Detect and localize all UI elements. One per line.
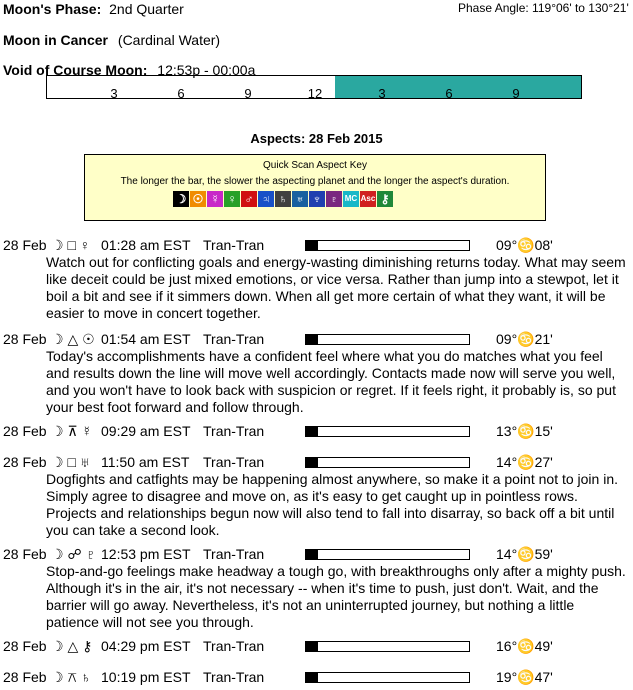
aspect-type: Tran-Tran [203, 237, 265, 253]
key-glyph-icon: ☽ [173, 191, 189, 207]
timebar-tick: 9 [244, 86, 252, 101]
aspect-position: 09°♋08' [496, 237, 553, 253]
moon-sign-row [3, 32, 220, 48]
moon-sign-value: (Cardinal Water) [117, 32, 221, 48]
aspect-description: Dogfights and catfights may be happening almost anywhere, so make it a point not to join in. Simply agree to disagree and move on, as it's easy to get caught up in pointless rows. Projects and relationships begun now will also tend to fall into disarray, so back off a bit until you can take a second look. [46, 471, 619, 538]
aspect-date: 28 Feb [3, 546, 47, 562]
aspect-duration-fill [306, 335, 318, 344]
void-of-course-segment [335, 76, 581, 98]
moon-phase-value: 2nd Quarter [109, 1, 184, 17]
key-glyph-icon: ☿ [207, 191, 223, 207]
aspect-position: 09°♋21' [496, 331, 553, 347]
aspect-time: 11:50 am EST [101, 454, 190, 470]
key-glyph-icon: ♂ [241, 191, 257, 207]
key-glyph-icon: MC [343, 191, 359, 207]
aspect-duration-fill [306, 458, 318, 467]
aspect-type: Tran-Tran [203, 638, 265, 654]
aspect-description: Stop-and-go feelings make headway a tough go, with breakthroughs only after a mighty push. Although it's in the air, it's not necessary -- when it's time to push, just don't. Wait, and the barrier will go away. Nevertheless, it's not an uninterrupted journey, but nothing a little patience will not see you through. [46, 563, 626, 630]
timebar-tick: 12 [307, 86, 323, 101]
aspect-type: Tran-Tran [203, 423, 265, 439]
timebar-tick: 6 [445, 86, 453, 101]
aspect-description: Watch out for conflicting goals and energy-wasting diminishing returns today. What may seem like deceit could be just mixed emotions, or vice versa. Rather than jump into a stewpot, let it boil a bit and see if it simmers down. When all get more certain of what they want, it will be easier to move in concert together. [46, 254, 626, 321]
aspect-glyphs: ☽ △ ☉ [51, 331, 95, 347]
aspect-duration-bar [305, 672, 470, 683]
aspect-duration-bar [305, 426, 470, 437]
timebar-tick: 3 [378, 86, 386, 101]
aspect-key-title: Quick Scan Aspect Key [263, 160, 367, 171]
aspect-duration-fill [306, 550, 318, 559]
aspect-glyphs: ☽ △ ⚷ [51, 638, 93, 654]
aspect-time: 09:29 am EST [101, 423, 191, 439]
key-glyph-icon: ☉ [190, 191, 206, 207]
aspect-type: Tran-Tran [203, 669, 265, 685]
phase-angle: Phase Angle: 119°06' to 130°21' [458, 1, 629, 15]
aspect-position: 13°♋15' [496, 423, 553, 439]
aspect-date: 28 Feb [3, 331, 47, 347]
aspect-duration-fill [306, 427, 318, 436]
key-glyph-icon: ♆ [309, 191, 325, 207]
void-of-course-timebar [46, 75, 582, 99]
aspect-type: Tran-Tran [203, 454, 265, 470]
aspect-glyphs: ☽ ☍ ♇ [51, 546, 97, 562]
key-glyph-icon: ♀ [224, 191, 240, 207]
aspect-duration-bar [305, 334, 470, 345]
key-glyph-icon: ♃ [258, 191, 274, 207]
void-of-course-value: 12:53p - 00:00a [157, 62, 256, 78]
aspect-time: 12:53 pm EST [101, 546, 191, 562]
aspect-glyphs: ☽ □ ♀ [51, 237, 91, 253]
aspect-glyphs: ☽ ⊼ ☿ [51, 423, 93, 439]
aspect-time: 01:54 am EST [101, 331, 191, 347]
key-glyph-icon: ♇ [326, 191, 342, 207]
timebar-tick: 6 [177, 86, 185, 101]
aspect-description: Today's accomplishments have a confident feel where what you do matches what you feel and results down the line will move well accordingly. Contacts made now will serve you well, and you won't have to look back with suspicion or regret. If it feels right, it probably is, so put your best foot forward and follow through. [46, 348, 616, 415]
key-glyph-icon: ♄ [275, 191, 291, 207]
aspect-position: 14°♋59' [496, 546, 553, 562]
aspect-duration-fill [306, 241, 318, 250]
aspect-date: 28 Feb [3, 669, 47, 685]
aspect-duration-fill [306, 673, 318, 682]
moon-phase-label: Moon's Phase: [3, 1, 102, 17]
aspect-position: 19°♋47' [496, 669, 553, 685]
aspect-duration-bar [305, 641, 470, 652]
aspect-date: 28 Feb [3, 454, 47, 470]
aspect-duration-fill [306, 642, 318, 651]
key-glyph-icon: ♅ [292, 191, 308, 207]
key-glyph-icon: ⚷ [377, 191, 393, 207]
aspect-type: Tran-Tran [203, 546, 265, 562]
aspect-time: 01:28 am EST [101, 237, 191, 253]
moon-phase-row [3, 1, 184, 17]
aspect-duration-bar [305, 549, 470, 560]
aspects-title: Aspects: 28 Feb 2015 [250, 131, 383, 146]
void-of-course-label: Void of Course Moon: [3, 62, 148, 78]
timebar-tick: 9 [512, 86, 520, 101]
aspect-duration-bar [305, 240, 470, 251]
aspect-key-description: The longer the bar, the slower the aspecting planet and the longer the aspect's duration. [120, 176, 510, 187]
aspect-type: Tran-Tran [203, 331, 265, 347]
aspect-key-glyphs [173, 191, 394, 207]
aspect-glyphs: ☽ ⚻ ♄ [51, 669, 92, 685]
aspect-date: 28 Feb [3, 423, 47, 439]
aspect-time: 10:19 pm EST [101, 669, 191, 685]
aspect-date: 28 Feb [3, 638, 47, 654]
aspect-date: 28 Feb [3, 237, 47, 253]
aspect-key-box [84, 154, 546, 221]
moon-sign-label: Moon in Cancer [3, 32, 109, 48]
aspect-position: 14°♋27' [496, 454, 553, 470]
aspect-position: 16°♋49' [496, 638, 553, 654]
aspect-time: 04:29 pm EST [101, 638, 191, 654]
timebar-tick: 3 [110, 86, 118, 101]
aspect-glyphs: ☽ □ ♅ [51, 454, 91, 470]
aspect-duration-bar [305, 457, 470, 468]
key-glyph-icon: Asc [360, 191, 376, 207]
